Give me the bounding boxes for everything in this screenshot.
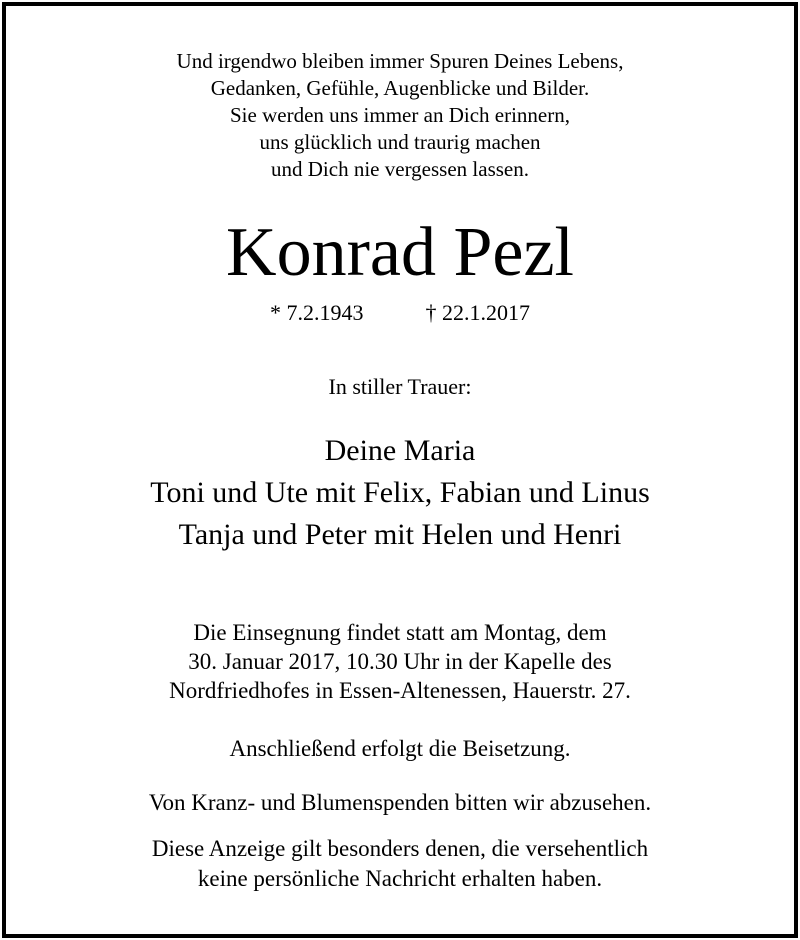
memorial-verse [6,48,794,183]
family-line: Tanja und Peter mit Helen und Henri [178,518,622,551]
birth-date: * 7.2.1943 [270,300,364,325]
verse-line: und Dich nie vergessen lassen. [271,157,529,181]
donations-note: Von Kranz- und Blumenspenden bitten wir abzusehen. [148,790,652,815]
service-line: 30. Januar 2017, 10.30 Uhr in der Kapelle des [188,649,612,674]
service-details [6,618,794,705]
verse-line: Sie werden uns immer an Dich erinnern, [230,103,570,127]
service-line: Nordfriedhofes in Essen-Altenessen, Hauerstr. 27. [169,678,631,703]
life-dates [6,298,794,328]
service-line: Die Einsegnung findet statt am Montag, dem [193,620,607,645]
burial-note: Anschließend erfolgt die Beisetzung. [229,736,571,761]
death-date: † 22.1.2017 [425,300,530,325]
family-list [6,430,794,556]
verse-line: uns glücklich und traurig machen [259,130,541,154]
obituary-notice [2,2,798,938]
verse-line: Und irgendwo bleiben immer Spuren Deines Lebens, [176,49,624,73]
note-line: Diese Anzeige gilt besonders denen, die versehentlich [151,836,649,861]
closing-note [6,834,794,894]
deceased-name: Konrad Pezl [226,214,574,291]
family-line: Toni und Ute mit Felix, Fabian und Linus [150,476,650,509]
verse-line: Gedanken, Gefühle, Augenblicke und Bilder. [210,76,590,100]
family-line: Deine Maria [324,434,476,467]
note-line: keine persönliche Nachricht erhalten haben. [197,866,603,891]
mourning-heading: In stiller Trauer: [328,374,472,399]
